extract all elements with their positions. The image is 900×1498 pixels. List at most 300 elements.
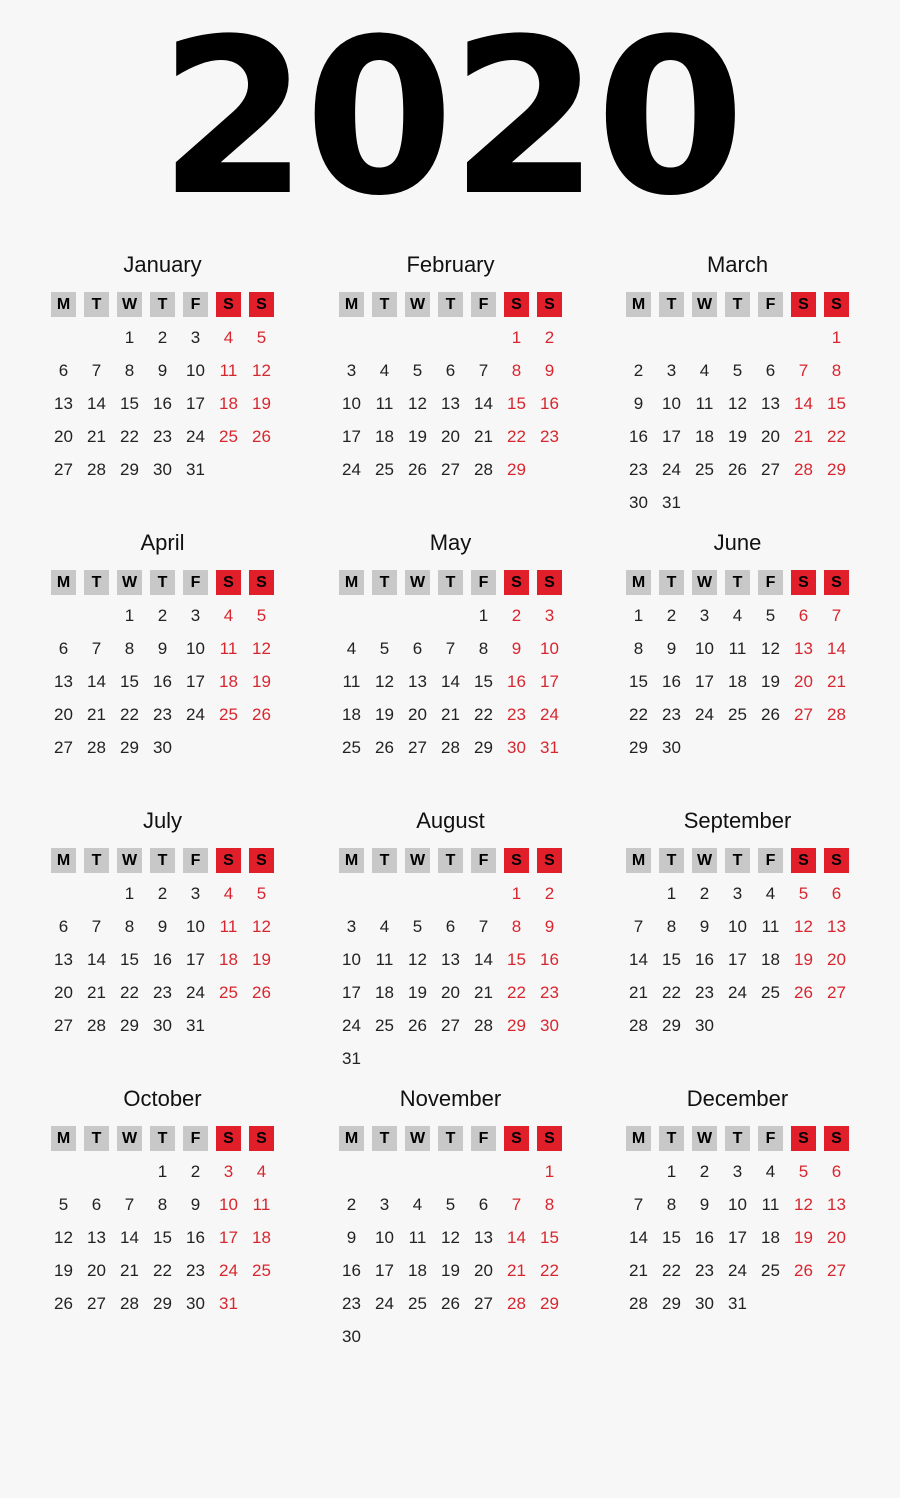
day: 1 xyxy=(124,605,135,625)
weekday-header: S xyxy=(824,848,849,873)
empty-cell xyxy=(368,599,401,632)
day: 8 xyxy=(633,638,644,658)
day: 3 xyxy=(699,605,710,625)
weekend-day: 12 xyxy=(252,360,271,380)
day: 12 xyxy=(441,1227,460,1247)
weekend-day: 14 xyxy=(827,638,846,658)
day: 24 xyxy=(342,1015,361,1035)
weekend-day: 5 xyxy=(798,1161,809,1181)
day: 10 xyxy=(728,1194,747,1214)
day: 5 xyxy=(765,605,776,625)
day: 24 xyxy=(695,704,714,724)
day: 8 xyxy=(124,916,135,936)
weekend-day: 17 xyxy=(219,1227,238,1247)
day: 15 xyxy=(120,393,139,413)
weekday-header: T xyxy=(659,1126,684,1151)
weekend-day: 29 xyxy=(507,1015,526,1035)
day: 7 xyxy=(124,1194,135,1214)
weekend-day: 27 xyxy=(794,704,813,724)
weekend-day: 8 xyxy=(544,1194,555,1214)
day: 7 xyxy=(478,916,489,936)
day: 29 xyxy=(662,1015,681,1035)
weekend-day: 1 xyxy=(544,1161,555,1181)
weekend-day: 23 xyxy=(540,426,559,446)
day: 17 xyxy=(342,982,361,1002)
day: 28 xyxy=(474,1015,493,1035)
day: 11 xyxy=(375,393,394,413)
day: 6 xyxy=(58,916,69,936)
empty-cell xyxy=(335,599,368,632)
weekend-day: 19 xyxy=(252,393,271,413)
weekday-header: M xyxy=(339,292,364,317)
month-february xyxy=(335,250,566,486)
empty-cell xyxy=(500,1155,533,1188)
month-grid xyxy=(335,288,566,486)
day: 21 xyxy=(629,982,648,1002)
day: 2 xyxy=(157,883,168,903)
weekday-header: T xyxy=(438,1126,463,1151)
weekday-header: S xyxy=(249,848,274,873)
weekend-day: 1 xyxy=(511,327,522,347)
weekend-day: 13 xyxy=(827,916,846,936)
day: 1 xyxy=(666,1161,677,1181)
day: 6 xyxy=(478,1194,489,1214)
day: 15 xyxy=(153,1227,172,1247)
month-name: December xyxy=(686,1086,789,1111)
month-grid xyxy=(47,1122,278,1320)
day: 16 xyxy=(153,671,172,691)
weekend-day: 11 xyxy=(219,360,238,380)
day: 8 xyxy=(157,1194,168,1214)
day: 1 xyxy=(633,605,644,625)
day: 19 xyxy=(441,1260,460,1280)
weekend-day: 1 xyxy=(511,883,522,903)
day: 14 xyxy=(87,949,106,969)
weekend-day: 26 xyxy=(252,426,271,446)
day: 19 xyxy=(54,1260,73,1280)
day: 25 xyxy=(761,982,780,1002)
day: 15 xyxy=(120,671,139,691)
month-grid xyxy=(335,566,566,764)
weekday-header: T xyxy=(438,570,463,595)
weekend-day: 3 xyxy=(544,605,555,625)
month-grid xyxy=(335,1122,566,1353)
day: 18 xyxy=(761,949,780,969)
weekday-header: W xyxy=(117,570,142,595)
weekday-header: S xyxy=(249,1126,274,1151)
empty-cell xyxy=(467,321,500,354)
month-december xyxy=(622,1084,853,1320)
weekend-day: 4 xyxy=(223,883,234,903)
day: 23 xyxy=(629,459,648,479)
weekend-day: 18 xyxy=(219,393,238,413)
empty-cell xyxy=(113,1155,146,1188)
weekend-day: 16 xyxy=(540,949,559,969)
weekend-day: 10 xyxy=(540,638,559,658)
month-name: September xyxy=(683,808,792,833)
weekend-day: 25 xyxy=(252,1260,271,1280)
weekday-header: M xyxy=(626,848,651,873)
weekday-header: T xyxy=(372,570,397,595)
day: 14 xyxy=(87,393,106,413)
day: 20 xyxy=(441,982,460,1002)
day: 7 xyxy=(633,916,644,936)
weekend-day: 26 xyxy=(794,1260,813,1280)
empty-cell xyxy=(787,321,820,354)
weekend-day: 13 xyxy=(794,638,813,658)
weekend-day: 20 xyxy=(827,949,846,969)
day: 18 xyxy=(342,704,361,724)
day: 12 xyxy=(375,671,394,691)
day: 24 xyxy=(186,704,205,724)
day: 30 xyxy=(153,459,172,479)
weekday-header: T xyxy=(84,292,109,317)
weekend-day: 12 xyxy=(252,916,271,936)
day: 28 xyxy=(629,1015,648,1035)
weekend-day: 1 xyxy=(831,327,842,347)
day: 27 xyxy=(441,1015,460,1035)
day: 31 xyxy=(662,492,681,512)
day: 1 xyxy=(124,883,135,903)
day: 28 xyxy=(120,1293,139,1313)
empty-cell xyxy=(80,321,113,354)
day: 3 xyxy=(190,605,201,625)
day: 20 xyxy=(408,704,427,724)
empty-cell xyxy=(80,599,113,632)
day: 30 xyxy=(695,1293,714,1313)
weekend-day: 10 xyxy=(219,1194,238,1214)
weekday-header: S xyxy=(504,292,529,317)
day: 3 xyxy=(190,327,201,347)
weekday-header: F xyxy=(758,570,783,595)
weekday-header: S xyxy=(249,292,274,317)
day: 20 xyxy=(54,426,73,446)
day: 2 xyxy=(699,883,710,903)
weekday-header: W xyxy=(117,848,142,873)
weekend-day: 30 xyxy=(540,1015,559,1035)
day: 25 xyxy=(728,704,747,724)
day: 9 xyxy=(157,360,168,380)
day: 17 xyxy=(695,671,714,691)
day: 31 xyxy=(186,459,205,479)
day: 15 xyxy=(662,1227,681,1247)
day: 15 xyxy=(629,671,648,691)
day: 25 xyxy=(695,459,714,479)
weekend-day: 12 xyxy=(794,916,813,936)
weekday-header: S xyxy=(504,848,529,873)
day: 20 xyxy=(54,982,73,1002)
empty-cell xyxy=(721,321,754,354)
day: 17 xyxy=(186,949,205,969)
day: 17 xyxy=(186,393,205,413)
day: 7 xyxy=(445,638,456,658)
month-june xyxy=(622,528,853,764)
day: 10 xyxy=(342,949,361,969)
empty-cell xyxy=(335,321,368,354)
day: 25 xyxy=(375,1015,394,1035)
month-grid xyxy=(47,288,278,486)
weekday-header: T xyxy=(438,848,463,873)
weekday-header: T xyxy=(150,1126,175,1151)
weekend-day: 5 xyxy=(798,883,809,903)
weekend-day: 21 xyxy=(794,426,813,446)
day: 1 xyxy=(478,605,489,625)
weekday-header: T xyxy=(84,1126,109,1151)
day: 22 xyxy=(474,704,493,724)
weekend-day: 5 xyxy=(256,605,267,625)
weekday-header: T xyxy=(150,292,175,317)
day: 29 xyxy=(629,737,648,757)
month-grid xyxy=(622,288,853,519)
day: 1 xyxy=(666,883,677,903)
weekday-header: T xyxy=(150,570,175,595)
year-title: 2020 xyxy=(158,0,742,243)
weekday-header: S xyxy=(537,570,562,595)
weekday-header: T xyxy=(84,570,109,595)
day: 29 xyxy=(120,737,139,757)
empty-cell xyxy=(467,877,500,910)
day: 23 xyxy=(662,704,681,724)
weekend-day: 11 xyxy=(252,1194,271,1214)
weekend-day: 26 xyxy=(252,982,271,1002)
weekday-header: F xyxy=(183,292,208,317)
day: 19 xyxy=(375,704,394,724)
empty-cell xyxy=(47,1155,80,1188)
day: 18 xyxy=(375,426,394,446)
day: 15 xyxy=(662,949,681,969)
weekend-day: 12 xyxy=(252,638,271,658)
day: 28 xyxy=(87,459,106,479)
day: 2 xyxy=(633,360,644,380)
weekday-header: M xyxy=(626,570,651,595)
weekend-day: 24 xyxy=(540,704,559,724)
day: 25 xyxy=(375,459,394,479)
day: 13 xyxy=(441,949,460,969)
day: 24 xyxy=(728,1260,747,1280)
day: 14 xyxy=(474,393,493,413)
empty-cell xyxy=(622,877,655,910)
day: 10 xyxy=(695,638,714,658)
day: 20 xyxy=(441,426,460,446)
weekend-day: 14 xyxy=(507,1227,526,1247)
day: 29 xyxy=(474,737,493,757)
month-september xyxy=(622,806,853,1042)
day: 9 xyxy=(666,638,677,658)
weekend-day: 19 xyxy=(252,949,271,969)
day: 23 xyxy=(342,1293,361,1313)
day: 6 xyxy=(445,916,456,936)
weekend-day: 25 xyxy=(219,982,238,1002)
weekday-header: F xyxy=(758,292,783,317)
month-march xyxy=(622,250,853,519)
day: 24 xyxy=(662,459,681,479)
weekend-day: 15 xyxy=(507,393,526,413)
empty-cell xyxy=(335,877,368,910)
day: 30 xyxy=(342,1326,361,1346)
day: 10 xyxy=(662,393,681,413)
day: 26 xyxy=(375,737,394,757)
day: 20 xyxy=(87,1260,106,1280)
month-grid xyxy=(47,844,278,1042)
empty-cell xyxy=(368,1155,401,1188)
weekend-day: 28 xyxy=(507,1293,526,1313)
day: 3 xyxy=(666,360,677,380)
day: 19 xyxy=(728,426,747,446)
day: 7 xyxy=(633,1194,644,1214)
day: 21 xyxy=(120,1260,139,1280)
day: 19 xyxy=(761,671,780,691)
weekend-day: 21 xyxy=(827,671,846,691)
empty-cell xyxy=(47,599,80,632)
weekend-day: 2 xyxy=(511,605,522,625)
day: 26 xyxy=(761,704,780,724)
weekday-header: M xyxy=(51,292,76,317)
day: 7 xyxy=(478,360,489,380)
day: 23 xyxy=(153,426,172,446)
day: 5 xyxy=(58,1194,69,1214)
day: 16 xyxy=(629,426,648,446)
day: 7 xyxy=(91,360,102,380)
day: 28 xyxy=(629,1293,648,1313)
weekend-day: 16 xyxy=(507,671,526,691)
day: 4 xyxy=(732,605,743,625)
day: 6 xyxy=(58,360,69,380)
day: 17 xyxy=(375,1260,394,1280)
weekday-header: M xyxy=(51,570,76,595)
empty-cell xyxy=(335,1155,368,1188)
weekend-day: 2 xyxy=(544,327,555,347)
day: 11 xyxy=(695,393,714,413)
day: 21 xyxy=(87,704,106,724)
day: 22 xyxy=(629,704,648,724)
day: 22 xyxy=(662,1260,681,1280)
empty-cell xyxy=(80,1155,113,1188)
empty-cell xyxy=(754,321,787,354)
weekend-day: 13 xyxy=(827,1194,846,1214)
day: 28 xyxy=(87,1015,106,1035)
weekend-day: 11 xyxy=(219,916,238,936)
day: 14 xyxy=(629,1227,648,1247)
day: 25 xyxy=(342,737,361,757)
day: 3 xyxy=(346,916,357,936)
day: 28 xyxy=(474,459,493,479)
day: 26 xyxy=(728,459,747,479)
weekday-header: T xyxy=(659,848,684,873)
day: 22 xyxy=(662,982,681,1002)
month-august xyxy=(335,806,566,1075)
day: 4 xyxy=(379,360,390,380)
month-name: January xyxy=(123,252,202,277)
empty-cell xyxy=(467,1155,500,1188)
day: 31 xyxy=(342,1048,361,1068)
day: 29 xyxy=(120,1015,139,1035)
day: 10 xyxy=(186,916,205,936)
weekday-header: S xyxy=(537,1126,562,1151)
weekend-day: 8 xyxy=(831,360,842,380)
weekend-day: 4 xyxy=(256,1161,267,1181)
day: 19 xyxy=(408,982,427,1002)
month-name: November xyxy=(399,1086,502,1111)
weekday-header: F xyxy=(758,1126,783,1151)
month-grid xyxy=(47,566,278,764)
day: 9 xyxy=(346,1227,357,1247)
day: 8 xyxy=(478,638,489,658)
day: 31 xyxy=(186,1015,205,1035)
empty-cell xyxy=(434,599,467,632)
day: 10 xyxy=(342,393,361,413)
weekend-day: 23 xyxy=(507,704,526,724)
weekend-day: 15 xyxy=(827,393,846,413)
weekday-header: T xyxy=(372,1126,397,1151)
day: 5 xyxy=(412,360,423,380)
day: 2 xyxy=(157,605,168,625)
weekend-day: 9 xyxy=(544,360,555,380)
month-name: October xyxy=(123,1086,202,1111)
weekday-header: M xyxy=(626,292,651,317)
day: 24 xyxy=(342,459,361,479)
day: 12 xyxy=(408,949,427,969)
day: 24 xyxy=(375,1293,394,1313)
day: 16 xyxy=(695,949,714,969)
day: 4 xyxy=(765,1161,776,1181)
weekend-day: 28 xyxy=(827,704,846,724)
day: 12 xyxy=(728,393,747,413)
weekend-day: 15 xyxy=(507,949,526,969)
month-grid xyxy=(622,1122,853,1320)
day: 22 xyxy=(120,704,139,724)
day: 18 xyxy=(375,982,394,1002)
day: 30 xyxy=(186,1293,205,1313)
month-grid xyxy=(335,844,566,1075)
day: 13 xyxy=(474,1227,493,1247)
weekend-day: 31 xyxy=(540,737,559,757)
day: 4 xyxy=(699,360,710,380)
weekday-header: F xyxy=(471,1126,496,1151)
day: 13 xyxy=(54,393,73,413)
weekend-day: 27 xyxy=(827,982,846,1002)
weekday-header: F xyxy=(183,570,208,595)
weekend-day: 20 xyxy=(794,671,813,691)
day: 21 xyxy=(441,704,460,724)
weekday-header: S xyxy=(504,1126,529,1151)
weekday-header: T xyxy=(438,292,463,317)
weekend-day: 15 xyxy=(540,1227,559,1247)
day: 30 xyxy=(662,737,681,757)
empty-cell xyxy=(80,877,113,910)
day: 1 xyxy=(124,327,135,347)
weekend-day: 6 xyxy=(831,883,842,903)
day: 14 xyxy=(441,671,460,691)
weekday-header: W xyxy=(692,570,717,595)
day: 16 xyxy=(153,393,172,413)
day: 13 xyxy=(408,671,427,691)
day: 8 xyxy=(666,916,677,936)
weekend-day: 12 xyxy=(794,1194,813,1214)
weekday-header: F xyxy=(471,570,496,595)
day: 10 xyxy=(375,1227,394,1247)
month-may xyxy=(335,528,566,764)
weekend-day: 23 xyxy=(540,982,559,1002)
day: 5 xyxy=(379,638,390,658)
weekend-day: 5 xyxy=(256,327,267,347)
weekend-day: 5 xyxy=(256,883,267,903)
weekday-header: T xyxy=(150,848,175,873)
weekend-day: 29 xyxy=(540,1293,559,1313)
weekend-day: 24 xyxy=(219,1260,238,1280)
weekend-day: 14 xyxy=(794,393,813,413)
day: 4 xyxy=(346,638,357,658)
weekday-header: S xyxy=(824,1126,849,1151)
